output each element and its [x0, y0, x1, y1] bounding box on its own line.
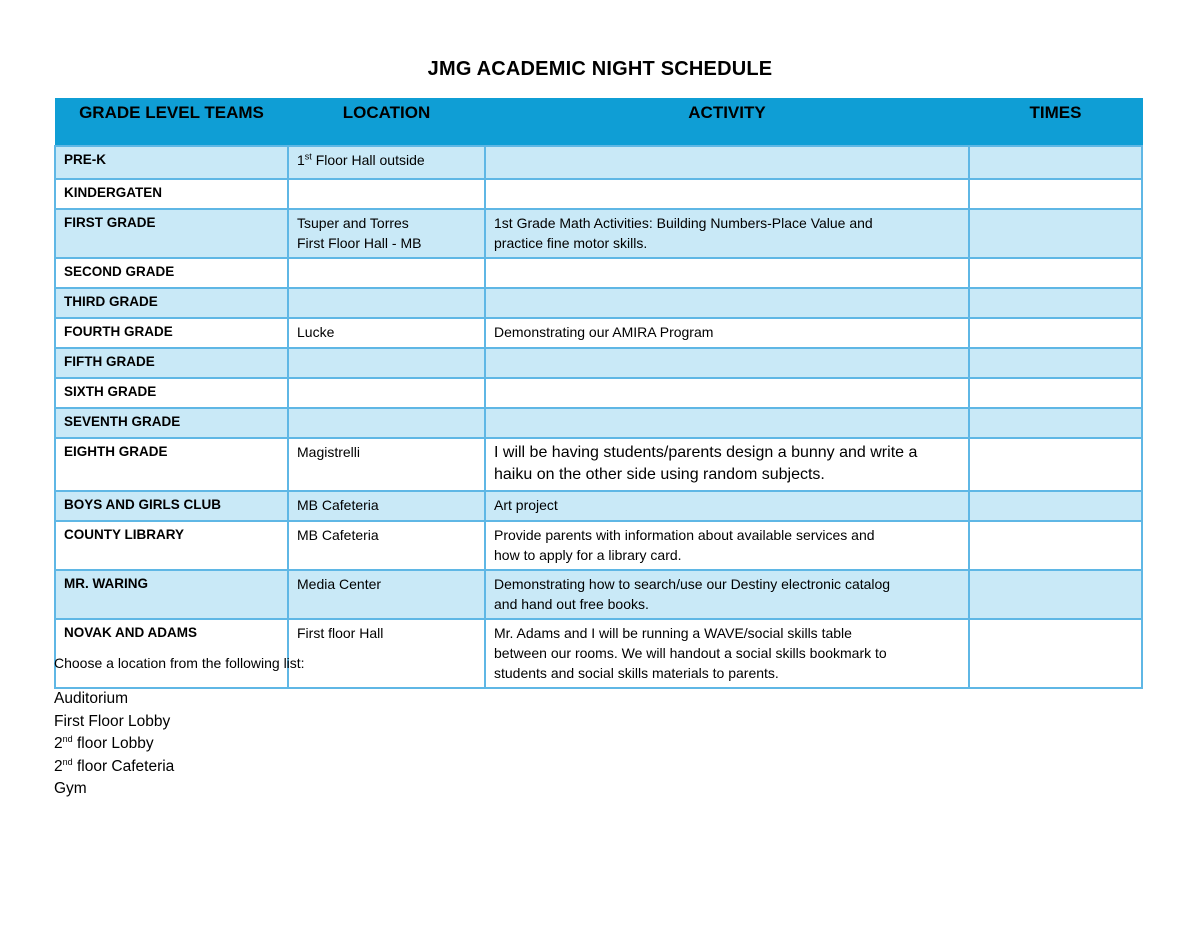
header-location: LOCATION — [288, 99, 485, 147]
table-row — [55, 570, 1142, 619]
table-row — [55, 179, 1142, 209]
location-cell: Lucke — [288, 318, 485, 348]
table-row — [55, 318, 1142, 348]
location-cell — [288, 288, 485, 318]
location-cell — [288, 179, 485, 209]
location-list-item: Gym — [54, 780, 87, 797]
times-cell — [969, 179, 1142, 209]
team-cell: PRE-K — [55, 146, 288, 179]
location-list-number: 2 — [54, 735, 63, 752]
page-title: JMG ACADEMIC NIGHT SCHEDULE — [427, 58, 773, 80]
activity-cell: Provide parents with information about available services and how to apply for a library card. — [485, 521, 969, 570]
location-text: Floor Hall outside — [311, 152, 425, 168]
table-row — [55, 348, 1142, 378]
team-cell: EIGHTH GRADE — [55, 438, 288, 491]
location-cell: Tsuper and Torres First Floor Hall - MB — [288, 209, 485, 258]
times-cell — [969, 408, 1142, 438]
team-cell: NOVAK AND ADAMS — [55, 619, 288, 688]
activity-cell — [485, 146, 969, 179]
team-cell: THIRD GRADE — [55, 288, 288, 318]
table-row — [55, 438, 1142, 491]
table-row — [55, 258, 1142, 288]
location-cell: Media Center — [288, 570, 485, 619]
times-cell — [969, 288, 1142, 318]
table-row — [55, 619, 1142, 688]
location-cell — [288, 258, 485, 288]
table-row — [55, 521, 1142, 570]
times-cell — [969, 570, 1142, 619]
times-cell — [969, 521, 1142, 570]
location-cell: Magistrelli — [288, 438, 485, 491]
team-cell: SECOND GRADE — [55, 258, 288, 288]
activity-cell: Art project — [485, 491, 969, 521]
team-cell: MR. WARING — [55, 570, 288, 619]
table-row — [55, 146, 1142, 179]
location-list-item: First Floor Lobby — [54, 712, 171, 730]
location-number: 1 — [297, 152, 305, 168]
location-list-text: floor Lobby — [72, 735, 154, 752]
activity-cell: Demonstrating our AMIRA Program — [485, 318, 969, 348]
location-prompt: Choose a location from the following list: — [54, 655, 305, 671]
times-cell — [969, 318, 1142, 348]
times-cell — [969, 378, 1142, 408]
activity-cell — [485, 288, 969, 318]
team-cell: FOURTH GRADE — [55, 318, 288, 348]
times-cell — [969, 209, 1142, 258]
activity-cell: Demonstrating how to search/use our Destiny electronic catalog and hand out free books. — [485, 570, 969, 619]
times-cell — [969, 491, 1142, 521]
location-cell: MB Cafeteria — [288, 491, 485, 521]
location-cell — [288, 408, 485, 438]
table-row — [55, 209, 1142, 258]
location-list-item — [54, 733, 174, 756]
location-list-item — [54, 756, 174, 779]
location-cell: MB Cafeteria — [288, 521, 485, 570]
location-list — [54, 688, 174, 801]
activity-cell — [485, 408, 969, 438]
location-list-item: Auditorium — [54, 690, 129, 707]
times-cell — [969, 348, 1142, 378]
header-row — [55, 99, 1142, 147]
location-cell — [288, 146, 485, 179]
team-cell: SEVENTH GRADE — [55, 408, 288, 438]
header-times: TIMES — [969, 99, 1142, 147]
location-cell — [288, 378, 485, 408]
location-list-ordinal: nd — [62, 733, 73, 744]
times-cell — [969, 438, 1142, 491]
activity-cell — [485, 179, 969, 209]
times-cell — [969, 619, 1142, 688]
table-row — [55, 491, 1142, 521]
team-cell: BOYS AND GIRLS CLUB — [55, 491, 288, 521]
location-list-number: 2 — [54, 757, 63, 775]
times-cell — [969, 146, 1142, 179]
table-row — [55, 288, 1142, 318]
location-cell: First floor Hall — [288, 619, 485, 688]
team-cell: FIFTH GRADE — [55, 348, 288, 378]
team-cell: FIRST GRADE — [55, 209, 288, 258]
table-row — [55, 408, 1142, 438]
times-cell — [969, 258, 1142, 288]
activity-cell: 1st Grade Math Activities: Building Numbers-Place Value and practice fine motor skills. — [485, 209, 969, 258]
location-list-ordinal: nd — [62, 756, 73, 767]
activity-cell — [485, 378, 969, 408]
team-cell: KINDERGATEN — [55, 179, 288, 209]
table-row — [55, 378, 1142, 408]
location-cell — [288, 348, 485, 378]
location-list-text: floor Cafeteria — [72, 757, 175, 775]
team-cell: SIXTH GRADE — [55, 378, 288, 408]
schedule-table — [54, 98, 1143, 689]
header-grade-level-teams: GRADE LEVEL TEAMS — [55, 99, 288, 147]
activity-cell — [485, 258, 969, 288]
activity-cell — [485, 348, 969, 378]
location-ordinal: st — [304, 151, 312, 162]
activity-cell: Mr. Adams and I will be running a WAVE/social skills table between our rooms. We will handout a social skills bookmark to students and social skills materials to parents. — [485, 619, 969, 688]
activity-cell: I will be having students/parents design a bunny and write a haiku on the other side using random subjects. — [485, 438, 969, 491]
header-activity: ACTIVITY — [485, 99, 969, 147]
team-cell: COUNTY LIBRARY — [55, 521, 288, 570]
